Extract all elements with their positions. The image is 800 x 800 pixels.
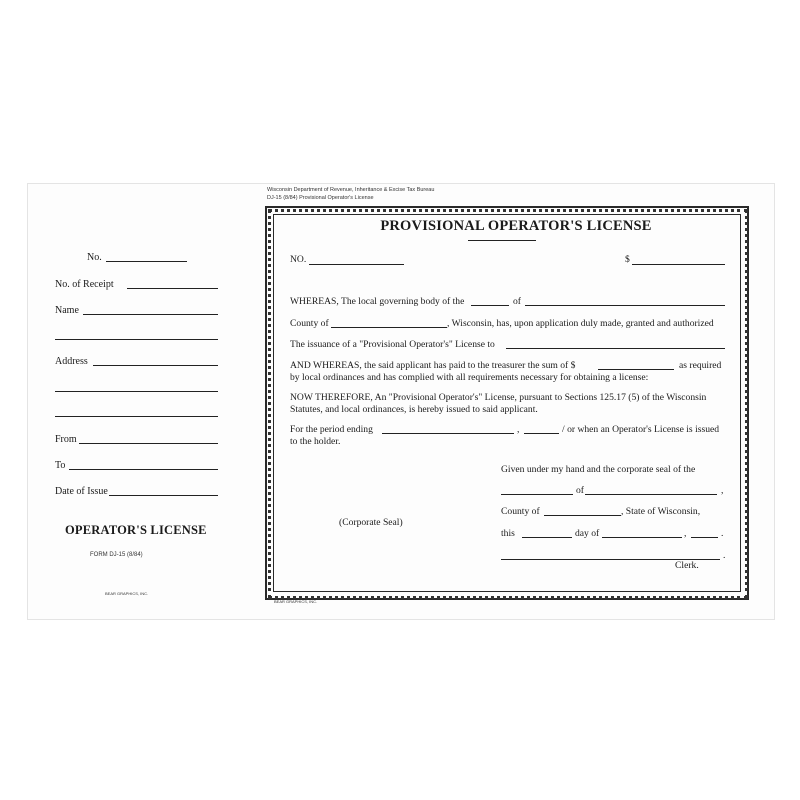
period-ending-label: For the period ending: [290, 424, 373, 435]
signature-period: .: [723, 550, 726, 561]
month-field[interactable]: [602, 537, 682, 538]
license-no-label: NO.: [290, 254, 307, 265]
stub-to-label: To: [55, 460, 66, 471]
stub-address-field[interactable]: [93, 365, 218, 366]
stub-receipt-label: No. of Receipt: [55, 279, 114, 290]
stub-no-field[interactable]: [106, 261, 187, 262]
state-of-wisconsin-text: , State of Wisconsin,: [621, 506, 701, 517]
license-no-field[interactable]: [309, 264, 404, 265]
this-label: this: [501, 528, 515, 539]
date-period: .: [721, 528, 724, 539]
day-field[interactable]: [522, 537, 572, 538]
license-header-line2: DJ-15 (8/84) Provisional Operator's License: [267, 195, 374, 201]
licensee-name-field[interactable]: [506, 348, 725, 349]
date-comma: ,: [684, 528, 687, 539]
as-required-text: as required: [679, 360, 722, 371]
given-municipality-field[interactable]: [585, 494, 717, 495]
and-whereas-line2: by local ordinances and has complied with all requirements necessary for obtaining a license:: [290, 372, 649, 383]
to-the-holder-text: to the holder.: [290, 436, 341, 447]
period-ending-field[interactable]: [382, 433, 514, 434]
county-field[interactable]: [331, 327, 447, 328]
stub-to-field[interactable]: [69, 469, 218, 470]
stub-from-field[interactable]: [79, 443, 218, 444]
wisconsin-text: , Wisconsin, has, upon application duly made, granted and authorized: [447, 318, 714, 329]
now-therefore-line2: Statutes, and local ordinances, is hereby issued to said applicant.: [290, 404, 538, 415]
whereas-of: of: [513, 296, 521, 307]
paid-sum-field[interactable]: [598, 369, 674, 370]
county-2-field[interactable]: [544, 515, 621, 516]
issuance-text: The issuance of a "Provisional Operator's" License to: [290, 339, 495, 350]
stub-name-field-2[interactable]: [55, 339, 218, 340]
county-2-label: County of: [501, 506, 540, 517]
period-comma: ,: [517, 424, 520, 435]
stub-from-label: From: [55, 434, 77, 445]
given-text: Given under my hand and the corporate seal of the: [501, 464, 696, 475]
corporate-seal-label: (Corporate Seal): [339, 517, 403, 528]
stub-date-issue-field[interactable]: [109, 495, 218, 496]
governing-body-type-field[interactable]: [471, 305, 509, 306]
stub-title: OPERATOR'S LICENSE: [65, 523, 207, 537]
whereas-text: WHEREAS, The local governing body of the: [290, 296, 465, 307]
license-amount-field[interactable]: [632, 264, 725, 265]
stub-name-label: Name: [55, 305, 79, 316]
license-printer: BEAR GRAPHICS, INC.: [274, 599, 318, 604]
municipality-field[interactable]: [525, 305, 725, 306]
stub-address-field-2[interactable]: [55, 391, 218, 392]
stub-printer: BEAR GRAPHICS, INC.: [105, 591, 149, 596]
given-of-label: of: [576, 485, 584, 496]
now-therefore-line1: NOW THEREFORE, An "Provisional Operator's" License, pursuant to Sections 125.17 (5) of the Wisconsin: [290, 392, 707, 403]
stub-receipt-field[interactable]: [127, 288, 218, 289]
year-field[interactable]: [691, 537, 718, 538]
stub-name-field[interactable]: [83, 314, 218, 315]
stub-address-field-3[interactable]: [55, 416, 218, 417]
county-label: County of: [290, 318, 329, 329]
operator-license-issued-text: / or when an Operator's License is issued: [562, 424, 720, 435]
title-underline: [468, 240, 536, 241]
license-form-sheet: [27, 183, 775, 620]
clerk-label: Clerk.: [675, 560, 699, 571]
license-title: PROVISIONAL OPERATOR'S LICENSE: [380, 218, 652, 234]
given-entity-field[interactable]: [501, 494, 573, 495]
given-comma: ,: [721, 485, 724, 496]
period-year-field[interactable]: [524, 433, 559, 434]
stub-address-label: Address: [55, 356, 88, 367]
dollar-sign: $: [625, 254, 630, 265]
stub-date-issue-label: Date of Issue: [55, 486, 108, 497]
stub-form-code: FORM DJ-15 (8/84): [90, 552, 143, 558]
day-of-label: day of: [575, 528, 600, 539]
license-header-line1: Wisconsin Department of Revenue, Inheritance & Excise Tax Bureau: [267, 187, 435, 193]
and-whereas-text: AND WHEREAS, the said applicant has paid to the treasurer the sum of $: [290, 360, 576, 371]
stub-no-label: No.: [87, 252, 102, 263]
